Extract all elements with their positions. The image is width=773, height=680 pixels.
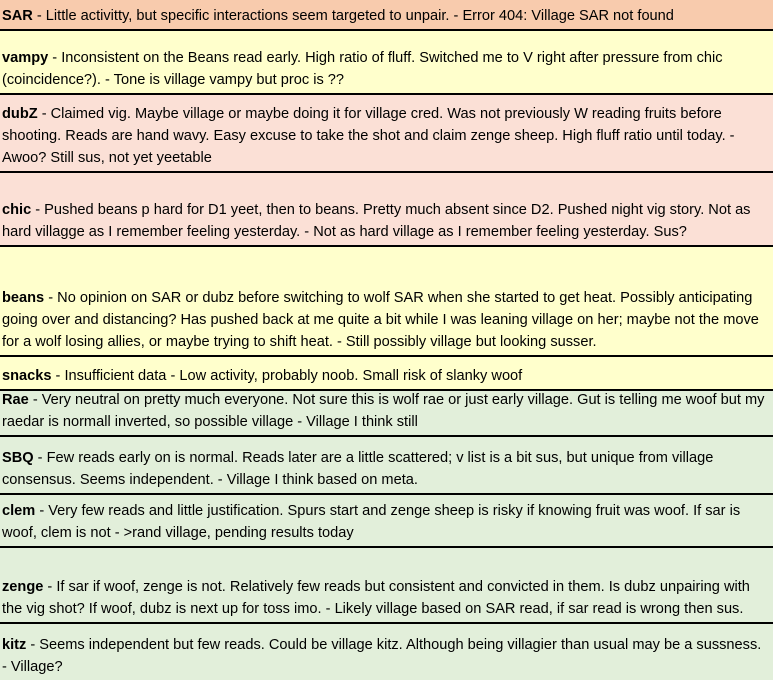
player-row-sbq[interactable] [0, 437, 773, 495]
player-name: SAR [2, 8, 33, 24]
player-read: - Little activitty, but specific interactions seem targeted to unpair. - Error 404: Village SAR not found [32, 8, 674, 24]
read-cell [2, 103, 769, 169]
read-cell [2, 47, 769, 91]
read-cell [2, 199, 769, 243]
read-cell [2, 500, 769, 544]
player-read: - No opinion on SAR or dubz before switching to wolf SAR when she started to get heat. Possibly anticipating going over and distancing? Has pushed back at me quite a bit while I was leaning village on her; maybe not the move for a wolf losing allies, or maybe trying to shift heat. - Still possibly village but looking susser. [2, 290, 759, 350]
player-row-dubz[interactable] [0, 95, 773, 173]
player-row-chic[interactable] [0, 173, 773, 247]
player-read: - Claimed vig. Maybe village or maybe doing it for village cred. Was not previously W reading fruits before shooting. Reads are hand wavy. Easy excuse to take the shot and claim zenge sheep. High fluff ratio until today. - Awoo? Still sus, not yet yeetable [2, 106, 735, 166]
player-row-zenge[interactable] [0, 548, 773, 624]
read-cell [2, 365, 769, 387]
player-name: snacks [2, 368, 52, 384]
player-name: zenge [2, 579, 44, 595]
player-name: clem [2, 503, 36, 519]
player-name: dubZ [2, 106, 38, 122]
player-row-beans[interactable] [0, 247, 773, 357]
player-name: SBQ [2, 450, 34, 466]
player-name: kitz [2, 637, 27, 653]
player-name: beans [2, 290, 45, 306]
read-cell [2, 634, 769, 678]
player-row-clem[interactable] [0, 495, 773, 548]
player-row-snacks[interactable] [0, 357, 773, 391]
player-read: - Very few reads and little justification. Spurs start and zenge sheep is risky if knowing fruit was woof. If sar is woof, clem is not - >rand village, pending results today [2, 503, 741, 541]
player-read: - Inconsistent on the Beans read early. High ratio of fluff. Switched me to V right after pressure from chic (coincidence?). - Tone is village vampy but proc is ?? [2, 50, 723, 88]
player-name: vampy [2, 50, 49, 66]
player-row-rae[interactable] [0, 391, 773, 437]
player-name: Rae [2, 392, 29, 408]
player-row-vampy[interactable] [0, 31, 773, 95]
read-cell [2, 5, 769, 27]
player-read: - Insufficient data - Low activity, probably noob. Small risk of slanky woof [51, 368, 523, 384]
player-read: - If sar if woof, zenge is not. Relatively few reads but consistent and convicted in them. Is dubz unpairing with the vig shot? If woof, dubz is next up for toss imo. - Likely village based on SAR read, if sar read is wrong then sus. [2, 579, 750, 617]
player-read: - Seems independent but few reads. Could be village kitz. Although being villagier than usual may be a sussness. - Village? [2, 637, 762, 675]
player-read: - Pushed beans p hard for D1 yeet, then to beans. Pretty much absent since D2. Pushed night vig story. Not as hard villagge as I remember feeling yesterday. - Not as hard village as I remember feeling yesterday. Sus? [2, 202, 751, 240]
read-cell [2, 287, 769, 353]
read-cell [2, 391, 769, 433]
read-cell [2, 447, 769, 491]
player-row-kitz[interactable] [0, 624, 773, 680]
player-read: - Very neutral on pretty much everyone. Not sure this is wolf rae or just early village. Gut is telling me woof but my raedar is normall inverted, so possible village - Village I think still [2, 392, 765, 430]
player-read: - Few reads early on is normal. Reads later are a little scattered; v list is a bit sus, but unique from village consensus. Seems independent. - Village I think based on meta. [2, 450, 714, 488]
player-name: chic [2, 202, 32, 218]
player-row-sar[interactable] [0, 0, 773, 31]
read-cell [2, 576, 769, 620]
